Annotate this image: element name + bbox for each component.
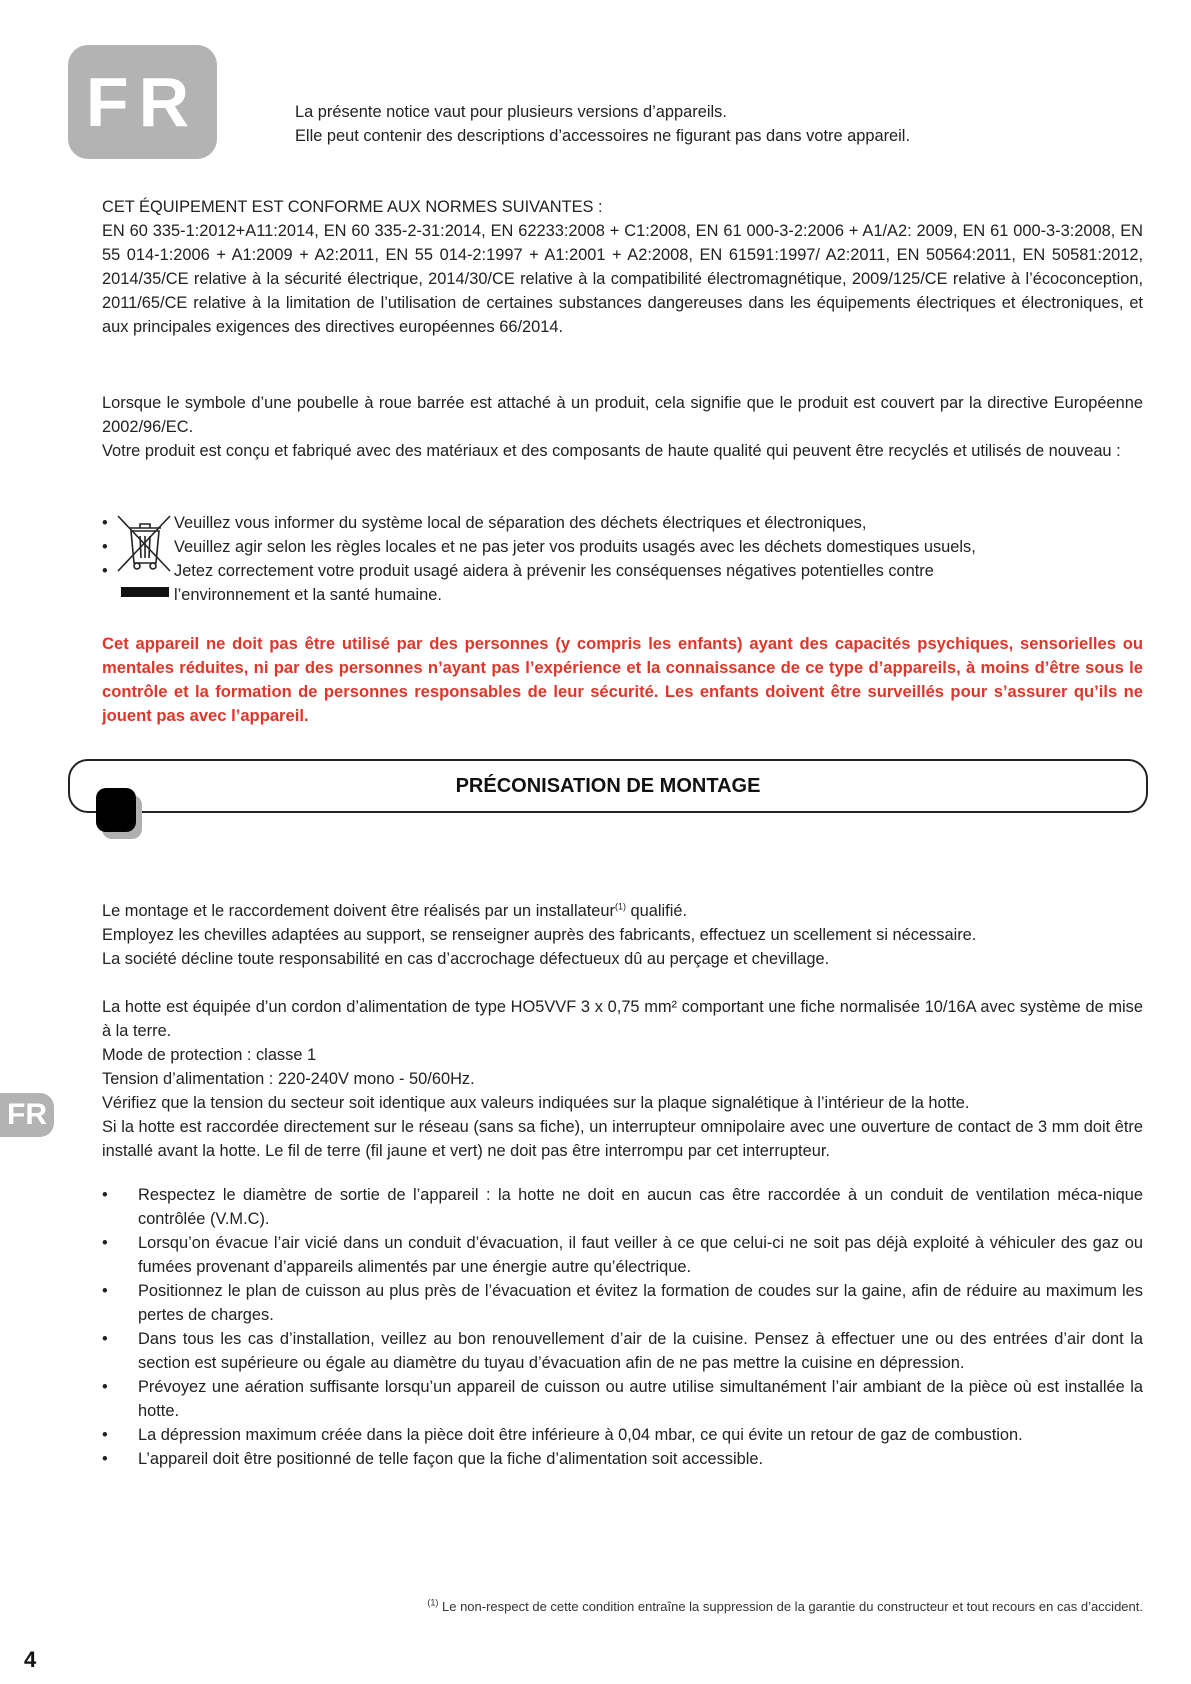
intro-line-2: Elle peut contenir des descriptions d’accessoires ne figurant pas dans votre appareil. — [295, 127, 911, 145]
list-item: • L’appareil doit être positionné de telle façon que la fiche d’alimentation soit accessible. — [102, 1447, 1143, 1471]
protection-mode: Mode de protection : classe 1 — [102, 1046, 317, 1064]
footnote-marker: (1) — [427, 1597, 439, 1608]
installation-list — [102, 1183, 1143, 1471]
recycling-block — [102, 391, 1143, 463]
direct-connection: Si la hotte est raccordée directement sur le réseau (sans sa fiche), un interrupteur omnipolaire avec une ouverture de contact de 3 mm doit être installé avant la hotte. Le fil de terre (fil jaune et vert) ne doit pas être interrompu par cet interrupteur. — [102, 1118, 1143, 1160]
list-item: • Positionnez le plan de cuisson au plus près de l’évacuation et évitez la formation de coudes sur la gaine, afin de réduire au maximum les pertes de charges. — [102, 1279, 1143, 1327]
bullet: • — [102, 1450, 108, 1468]
norms-block — [102, 195, 1143, 339]
list-item-continuation: l’environnement et la santé humaine. — [174, 586, 442, 604]
supply-voltage: Tension d’alimentation : 220-240V mono - 50/60Hz. — [102, 1070, 475, 1088]
recycling-para-2: Votre produit est conçu et fabriqué avec des matériaux et des composants de haute qualité qui peuvent être recyclés et utilisés de nouveau : — [102, 442, 1121, 460]
voltage-check: Vérifiez que la tension du secteur soit identique aux valeurs indiquées sur la plaque signalétique à l’intérieur de la hotte. — [102, 1094, 970, 1112]
norms-title: CET ÉQUIPEMENT EST CONFORME AUX NORMES SUIVANTES : — [102, 198, 603, 216]
footnote: $^{(1)}$ Le non-respect de cette condition entraîne la suppression de la garantie du constructeur et tout recours en cas d’accident. — [427, 1597, 1143, 1614]
section-tab — [96, 788, 136, 832]
list-item: • La dépression maximum créée dans la pièce doit être inférieure à 0,04 mbar, ce qui évite un retour de gaz de combustion. — [102, 1423, 1143, 1447]
section-header — [68, 759, 1148, 813]
recycling-para-1: Lorsque le symbole d’une poubelle à roue barrée est attaché à un produit, cela signifie que le produit est couvert par la directive Européenne 2002/96/EC. — [102, 394, 1143, 436]
bullet: • — [102, 1378, 108, 1396]
list-item: • Jetez correctement votre produit usagé aidera à prévenir les conséquenses négatives potentielles contre — [102, 559, 1143, 583]
bullet: • — [102, 1234, 108, 1252]
section-title: PRÉCONISATION DE MONTAGE — [455, 775, 761, 797]
side-language-badge: FR — [0, 1093, 54, 1137]
mounting-line-2: Employez les chevilles adaptées au support, se renseigner auprès des fabricants, effectuez un scellement si nécessaire. — [102, 926, 977, 944]
bullet: • — [102, 562, 108, 580]
language-badge: FR — [68, 45, 217, 159]
electrical-block — [102, 995, 1143, 1163]
bullet: • — [102, 514, 108, 532]
list-item: • Lorsqu’on évacue l’air vicié dans un conduit d’évacuation, il faut veiller à ce que celui-ci ne soit pas déjà exploité à véhiculer des gaz ou fumées provenant d’appareils alimentés par une énergie autre qu’électrique. — [102, 1231, 1143, 1279]
intro-text — [295, 100, 1055, 148]
mounting-block — [102, 899, 1143, 971]
list-item: • Prévoyez une aération suffisante lorsqu’un appareil de cuisson ou autre utilise simultanément l’air ambiant de la pièce où est installée la hotte. — [102, 1375, 1143, 1423]
intro-line-1: La présente notice vaut pour plusieurs versions d’appareils. — [295, 103, 727, 121]
list-item: • Dans tous les cas d’installation, veillez au bon renouvellement d’air de la cuisine. Pensez à effectuer une ou des entrées d’air dont la section est supérieure ou égale au diamètre du tuyau d’évacuation afin de ne pas mettre la cuisine en dépression. — [102, 1327, 1143, 1375]
electrical-para-1: La hotte est équipée d’un cordon d’alimentation de type HO5VVF 3 x 0,75 mm² comportant une fiche normalisée 10/16A avec système de mise à la terre. — [102, 998, 1143, 1040]
footnote-ref: (1) — [614, 901, 626, 912]
list-item: • Veuillez vous informer du système local de séparation des déchets électriques et électroniques, — [102, 511, 1143, 535]
safety-warning: Cet appareil ne doit pas être utilisé par des personnes (y compris les enfants) ayant des capacités psychiques, sensorielles ou mentales réduites, ni par des personnes n’ayant pas l’expérience et la connaissance de ce type d’appareils, à moins d’être sous le contrôle et la formation de personnes responsables de leur sécurité. Les enfants doivent être surveillés pour s’assurer qu’ils ne jouent pas avec l’appareil. — [102, 634, 1143, 725]
recycling-list — [102, 511, 1143, 607]
bullet: • — [102, 1426, 108, 1444]
norms-text: EN 60 335-1:2012+A11:2014, EN 60 335-2-31:2014, EN 62233:2008 + C1:2008, EN 61 000-3-2:2006 + A1/A2: 2009, EN 61 000-3-3:2008, EN 55 014-1:2006 + A1:2009 + A2:2011, EN 55 014-2:1997 + A1:2001 + A2:2008, EN 61591:1997/ A2:2011, EN 50564:2011, EN 50581:2012, 2014/35/CE relative à la sécurité électrique, 2014/30/CE relative à la compatibilité électromagnétique, 2009/125/CE relative à l’écoconception, 2011/65/CE relative à la limitation de l’utilisation de certaines substances dangereuses dans les équipements électriques et électroniques, et aux principales exigences des directives européennes 66/2014. — [102, 222, 1143, 336]
list-item: • Veuillez agir selon les règles locales et ne pas jeter vos produits usagés avec les déchets domestiques usuels, — [102, 535, 1143, 559]
crossed-bin-icon — [114, 511, 176, 601]
bullet: • — [102, 1282, 108, 1300]
mounting-line-3: La société décline toute responsabilité en cas d’accrochage défectueux dû au perçage et chevillage. — [102, 950, 830, 968]
bullet: • — [102, 538, 108, 556]
bullet: • — [102, 1330, 108, 1348]
page-number: 4 — [24, 1647, 37, 1672]
bullet: • — [102, 1186, 108, 1204]
list-item: • Respectez le diamètre de sortie de l’appareil : la hotte ne doit en aucun cas être raccordée à un conduit de ventilation méca-nique contrôlée (V.M.C). — [102, 1183, 1143, 1231]
mounting-line-1: Le montage et le raccordement doivent être réalisés par un installateur$^{(1)}$ qualifié. — [102, 901, 688, 920]
